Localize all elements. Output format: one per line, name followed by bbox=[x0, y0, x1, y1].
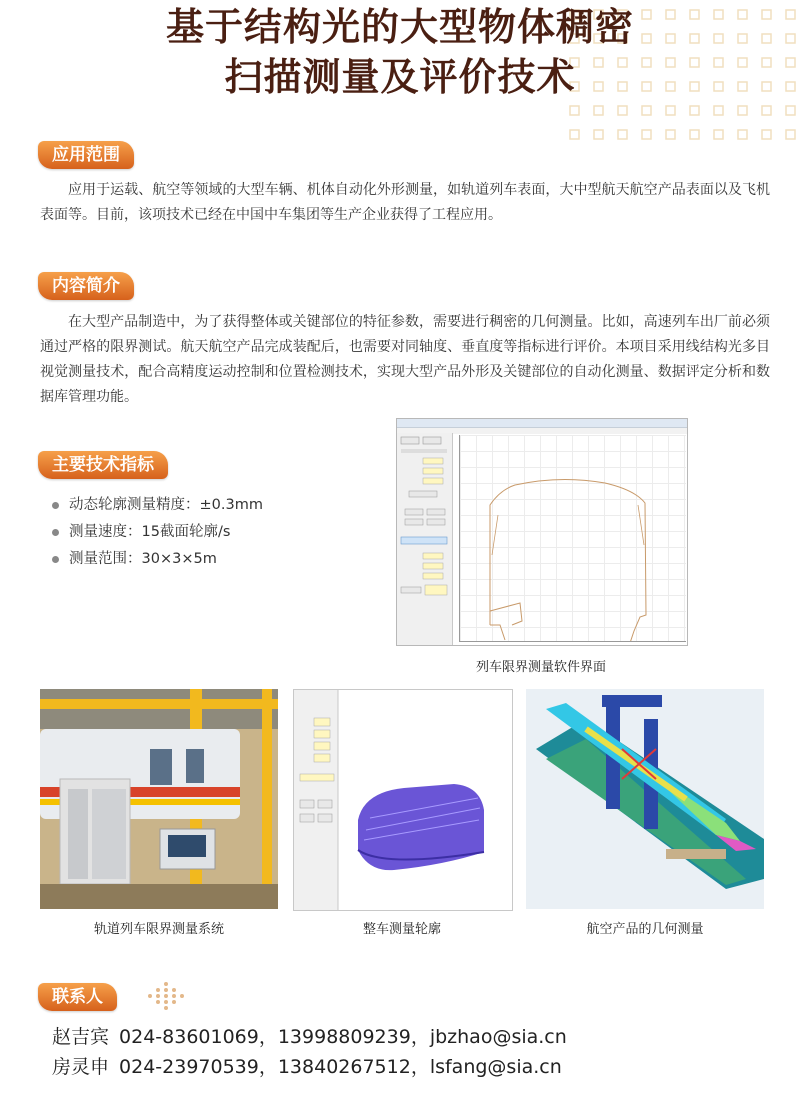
contact-person bbox=[52, 1052, 562, 1079]
page-title bbox=[0, 2, 800, 102]
bullet-dot-icon bbox=[52, 529, 59, 536]
section-heading-contact: 联系人 bbox=[38, 983, 117, 1011]
train-profile-plot bbox=[460, 435, 686, 641]
photo-train-measurement-system bbox=[40, 689, 278, 909]
bullet-dot-icon bbox=[52, 556, 59, 563]
contact-info: 024-23970539，13840267512，lsfang@sia.cn bbox=[119, 1056, 562, 1078]
section-heading-scope: 应用范围 bbox=[38, 141, 134, 169]
photo2-caption: 整车测量轮廓 bbox=[362, 922, 441, 937]
scope-paragraph: 应用于运载、航空等领域的大型车辆、机体自动化外形测量，如轨道列车表面，大中型航天航空产品表面以及飞机表面等。目前，该项技术已经在中国中车集团等生产企业获得了工程应用。 bbox=[40, 182, 770, 223]
section-heading-intro: 内容简介 bbox=[38, 272, 134, 300]
bullet-dot-icon bbox=[52, 502, 59, 509]
contact-name: 赵吉宾 bbox=[52, 1026, 110, 1048]
spec-item: 动态轮廓测量精度：±0.3mm bbox=[52, 492, 263, 519]
control-panel-graphic bbox=[397, 433, 452, 645]
photo-vehicle-profile bbox=[293, 689, 513, 911]
software-screenshot bbox=[396, 418, 688, 646]
decorative-dots-icon bbox=[146, 978, 190, 1014]
vehicle-profile-illustration bbox=[294, 690, 512, 910]
spec-item: 测量速度：15截面轮廓/s bbox=[52, 519, 263, 546]
contact-info: 024-83601069，13998809239，jbzhao@sia.cn bbox=[119, 1026, 567, 1048]
spec-item: 测量范围：30×3×5m bbox=[52, 546, 263, 573]
intro-paragraph: 在大型产品制造中，为了获得整体或关键部位的特征参数，需要进行稠密的几何测量。比如，高速列车出厂前必须通过严格的限界测试。航天航空产品完成装配后，也需要对同轴度、垂直度等指标进行评价。本项目采用线结构光多目视觉测量技术，配合高精度运动控制和位置检测技术，实现大型产品外形及关键部位的自动化测量、数据评定分析和数据库管理功能。 bbox=[40, 314, 770, 405]
train-system-illustration bbox=[40, 689, 278, 909]
aerospace-illustration bbox=[526, 689, 764, 909]
specs-list bbox=[52, 492, 263, 573]
photo-aerospace-measurement bbox=[526, 689, 764, 909]
title-line-1: 基于结构光的大型物体稠密 bbox=[165, 5, 634, 49]
contact-person bbox=[52, 1022, 567, 1049]
software-titlebar bbox=[397, 419, 687, 428]
photo3-caption: 航空产品的几何测量 bbox=[586, 922, 704, 937]
software-plot-area bbox=[459, 435, 686, 642]
contact-name: 房灵申 bbox=[52, 1056, 110, 1078]
software-caption: 列车限界测量软件界面 bbox=[475, 660, 606, 675]
photo1-caption: 轨道列车限界测量系统 bbox=[93, 922, 224, 937]
software-control-panel bbox=[397, 433, 453, 645]
title-line-2: 扫描测量及评价技术 bbox=[224, 55, 576, 99]
section-heading-specs: 主要技术指标 bbox=[38, 451, 168, 479]
